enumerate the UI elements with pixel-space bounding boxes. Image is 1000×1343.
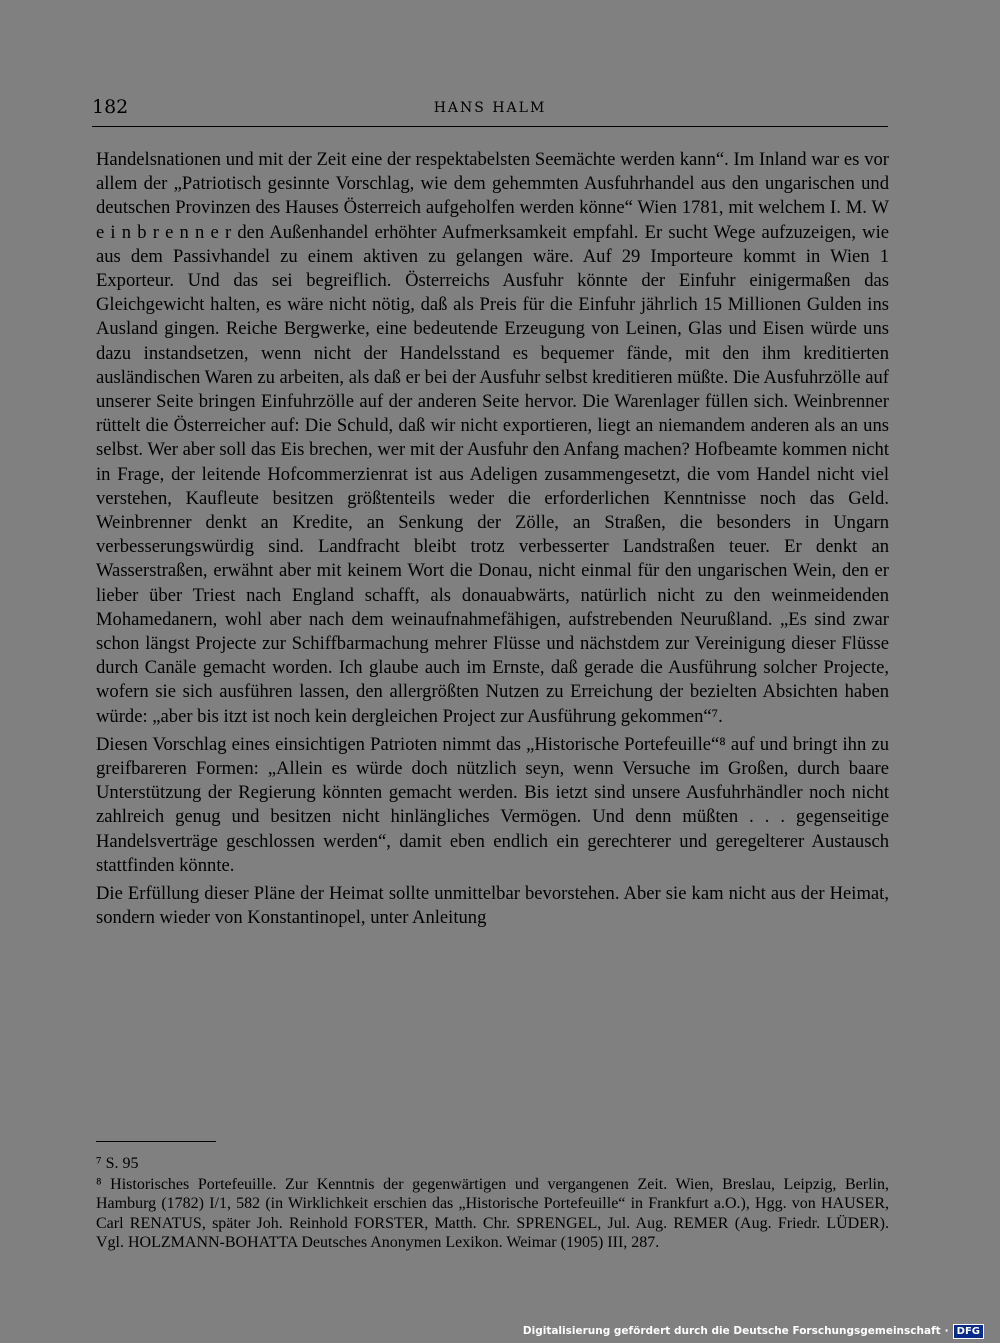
page-header bbox=[92, 96, 888, 127]
paragraph: Die Erfüllung dieser Pläne der Heimat sollte unmittelbar bevorstehen. Aber sie kam nicht aus der Heimat, sondern wieder von Konstantinopel, unter Anleitung bbox=[96, 883, 889, 929]
running-head: HANS HALM bbox=[433, 100, 547, 116]
body-text bbox=[96, 148, 889, 935]
paragraph: Handelsnationen und mit der Zeit eine der respektabelsten Seemächte werden kann“. Im Inland war es vor allem der „Patriotisch gesinnte Vorschlag, wie dem gehemmten Ausfuhrhandel aus den ungarischen und deutschen Provinzen des Hauses Österreich aufgeholfen werden könne“ Wien 1781, mit welchem I. M. W e i n b r e n n e r den Außenhandel erhöhter Aufmerksamkeit empfahl. Er sucht Wege aufzuzeigen, wie aus dem Passivhandel zu einem aktiven zu gelangen wäre. Auf 29 Importeure kommt in Wien 1 Exporteur. Und das sei begreiflich. Österreichs Ausfuhr könnte der Einfuhr einigermaßen das Gleichgewicht halten, es wäre nicht nötig, daß als Preis für die Einfuhr jährlich 15 Millionen Gulden ins Ausland gingen. Reiche Bergwerke, eine bedeutende Erzeugung von Leinen, Glas und Eisen würde uns dazu instandsetzen, wenn nicht der Handelsstand es bequemer fände, mit den ihm kreditierten ausländischen Waren zu arbeiten, als daß er bei der Ausfuhr selbst kreditieren müßte. Die Ausfuhrzölle auf unserer Seite bringen Einfuhrzölle auf der anderen Seite hervor. Die Warenlager füllen sich. Weinbrenner rüttelt die Österreicher auf: Die Schuld, daß wir nicht exportieren, liegt an niemandem anderen als an uns selbst. Wer aber soll das Eis brechen, wer mit der Ausfuhr den Anfang machen? Hofbeamte kommen nicht in Frage, der leitende Hofcommerzienrat ist aus Adeligen zusammengesetzt, die vom Handel nicht viel verstehen, Kaufleute besitzen größtenteils weder die erforderlichen Kenntnisse noch das Geld. Weinbrenner denkt an Kredite, an Senkung der Zölle, an Straßen, die besonders in Ungarn verbesserungswürdig sind. Landfracht bleibt trotz verbesserter Landstraßen teuer. Er denkt an Wasserstraßen, erwähnt aber mit keinem Wort die Donau, nicht einmal für den ungarischen Wein, den er lieber über Triest nach England schafft, als donauabwärts, natürlich nicht zu den weinmeidenden Mohamedanern, wohl aber nach dem weinaufnahmefähigen, aufstrebenden Neurußland. „Es sind zwar schon längst Projecte zur Schiffbarmachung mehrer Flüsse und nächstdem zur Vereinigung dieser Flüsse durch Canäle gemacht worden. Ich glaube auch im Ernste, daß gerade die Ausführung solcher Projecte, wofern sie sich ausführen lassen, den allergrößten Nutzen zu Erreichung der bezielten Absichten haben würde: „aber bis itzt ist noch kein dergleichen Project zur Ausführung gekommen“⁷. bbox=[96, 149, 889, 727]
footnote-7: ⁷ S. 95 bbox=[96, 1155, 139, 1172]
footnote-8: ⁸ Historisches Portefeuille. Zur Kenntnis der gegenwärtigen und vergangenen Zeit. Wien, Breslau, Leipzig, Berlin, Hamburg (1782) I/1, 582 (in Wirklichkeit erschien das „Historische Portefeuille“ in Frankfurt a.O.), Hgg. von HAUSER, Carl RENATUS, später Joh. Reinhold FORSTER, Matth. Chr. SPRENGEL, Jul. Aug. REMER (Aug. Friedr. LÜDER). Vgl. HOLZMANN-BOHATTA Deutsches Anonymen Lexikon. Weimar (1905) III, 287. bbox=[96, 1176, 889, 1251]
separator-dot: · bbox=[944, 1325, 949, 1337]
footnote-divider bbox=[96, 1141, 216, 1142]
paragraph: Diesen Vorschlag eines einsichtigen Patrioten nimmt das „Historische Portefeuille“⁸ auf und bringt ihn zu greifbareren Formen: „Allein es würde doch nützlich seyn, wenn Versuche im Großen, durch baare Unterstützung der Regierung könnten gemacht werden. Bis ietzt sind unsere Ausfuhrhändler noch nicht zahlreich genug und besitzen nicht hinlängliches Vermögen. Und denn müßten . . . gegenseitige Handelsverträge geschlossen werden“, damit eben endlich ein gerechterer und geregelterer Austausch stattfinden könnte. bbox=[96, 733, 889, 876]
page-number: 182 bbox=[92, 96, 129, 118]
footnotes bbox=[96, 1154, 889, 1254]
credit-text: Digitalisierung gefördert durch die Deutsche Forschungsgemeinschaft bbox=[522, 1325, 941, 1337]
dfg-logo-icon: DFG bbox=[953, 1324, 984, 1339]
digitization-credit bbox=[523, 1323, 984, 1339]
